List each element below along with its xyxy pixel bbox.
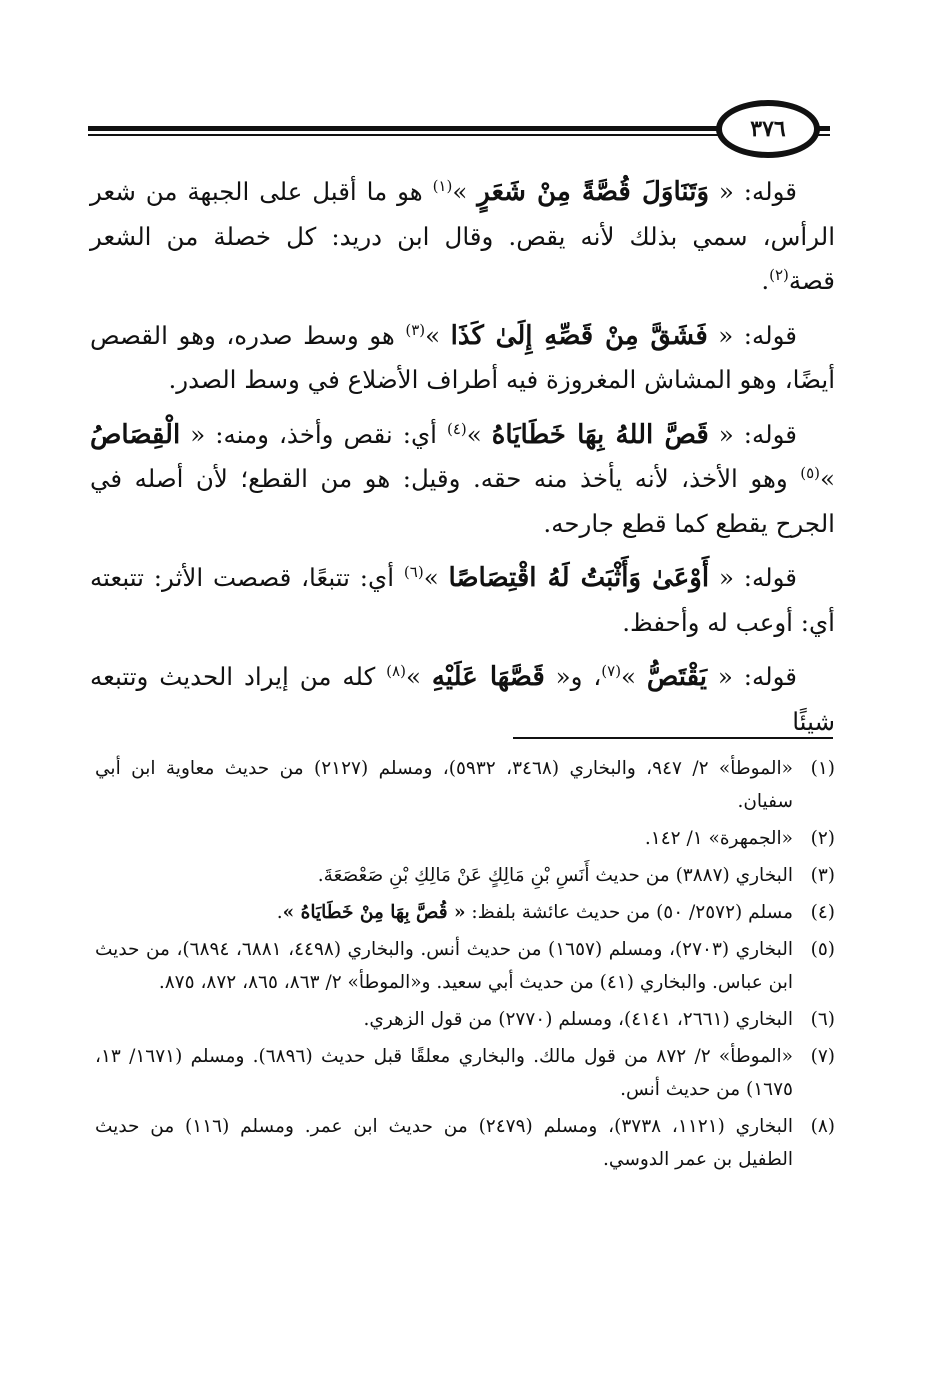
paragraph-2 xyxy=(90,314,835,403)
paragraph-tail: كله من إيراد الحديث وتتبعه شيئًا xyxy=(90,662,835,736)
paragraph-4 xyxy=(90,556,835,645)
footnote-2 xyxy=(95,822,835,855)
footnote-number: (٧) xyxy=(810,1046,835,1067)
footnote-number: (٤) xyxy=(810,902,835,923)
footnote-7 xyxy=(95,1040,835,1106)
paragraph-intro: قوله: « xyxy=(707,320,798,350)
paragraph-text: هو ما أقبل على الجبهة من شعر الرأس، سمي بذلك لأنه يقص. وقال ابن دريد: كل خصلة من الشعر قصة xyxy=(90,177,835,295)
footnote-number: (٣) xyxy=(810,865,835,886)
paragraph-1 xyxy=(90,170,835,304)
footnote-text: «الموطأ» ٢/ ٩٤٧، والبخاري (٣٤٦٨، ٥٩٣٢)، ومسلم (٢١٢٧) من حديث معاوية ابن أبي سفيان. xyxy=(95,758,793,812)
footnote-number: (٥) xyxy=(810,939,835,960)
footnote-text: «الجمهرة» ١/ ١٤٢. xyxy=(644,828,793,849)
hadith-quote: أَوْعَىٰ وَأَثْبَتُ لَهُ اقْتِصَاصًا xyxy=(448,563,710,593)
footnote-ref: (٥) xyxy=(800,463,820,482)
footnote-8 xyxy=(95,1110,835,1176)
quote-close: » xyxy=(820,464,835,493)
footnote-number: (٨) xyxy=(810,1116,835,1137)
footnote-3 xyxy=(95,859,835,892)
main-text xyxy=(90,170,835,754)
page-number-oval xyxy=(716,100,820,158)
hadith-quote: قَصَّ اللهُ بِهَا خَطَايَاهُ xyxy=(491,419,709,450)
footnote-text: البخاري (١١٢١، ٣٧٣٨)، ومسلم (٢٤٧٩) من حديث ابن عمر. ومسلم (١١٦) من حديث الطفيل بن عمر الدوسي. xyxy=(95,1116,794,1170)
page-number: ٣٧٦ xyxy=(750,116,786,142)
footnote-ref: (٨) xyxy=(386,661,406,680)
footnote-quote: « قُصَّ بِهَا مِنْ خَطَايَاهُ » xyxy=(282,902,466,923)
paragraph-text: هو وسط صدره، وهو القصص أيضًا، وهو المشاش المغروزة فيه أطراف الأضلاع في وسط الصدر. xyxy=(90,320,835,394)
hadith-quote: وَتَنَاوَلَ قُصَّةً مِنْ شَعَرٍ xyxy=(477,177,710,207)
footnote-number: (٦) xyxy=(810,1009,835,1030)
paragraph-intro: قوله: « xyxy=(709,177,798,206)
paragraph-3 xyxy=(90,413,835,547)
footnote-number: (٢) xyxy=(810,828,835,849)
hadith-quote: الْقِصَاصُ xyxy=(90,419,181,450)
quote-close: » xyxy=(425,320,451,350)
footnote-ref: (٦) xyxy=(403,562,424,581)
paragraph-intro: قوله: « xyxy=(708,419,797,449)
paragraph-5 xyxy=(90,655,835,744)
footnote-ref: (٢) xyxy=(769,265,789,284)
paragraph-text: أي: نقص وأخذ، ومنه: « xyxy=(180,419,447,449)
footnote-ref: (٧) xyxy=(601,661,622,680)
footnotes xyxy=(95,752,835,1180)
footnote-1 xyxy=(95,752,835,818)
paragraph-intro: قوله: « xyxy=(709,563,798,592)
paragraph-tail: . xyxy=(761,266,770,295)
footnote-body xyxy=(95,896,793,929)
page-header xyxy=(88,100,830,162)
quote-close: » xyxy=(466,419,492,449)
quote-close: » xyxy=(452,177,478,206)
footnote-text: «الموطأ» ٢/ ٨٧٢ من قول مالك. والبخاري معلقًا قبل حديث (٦٨٩٦). ومسلم (١٦٧١/ ١٣، ١٦٧٥) من حديث أنس. xyxy=(95,1046,793,1100)
hadith-quote: فَشَقَّ مِنْ قَصِّهِ إِلَىٰ كَذَا xyxy=(450,320,708,351)
footnote-6 xyxy=(95,1003,835,1036)
footnote-ref: (٣) xyxy=(405,320,426,339)
quote-close: » xyxy=(423,563,449,592)
hadith-quote: يَقْتَصُّ xyxy=(646,662,708,692)
paragraph-intro: قوله: « xyxy=(707,662,797,691)
footnote-separator xyxy=(513,737,833,739)
footnote-tail: . xyxy=(276,902,283,923)
footnote-ref: (١) xyxy=(432,176,453,195)
paragraph-text: ، و« xyxy=(544,662,602,691)
footnote-number: (١) xyxy=(810,758,835,779)
quote-close: » xyxy=(621,662,647,691)
footnote-5 xyxy=(95,933,835,999)
footnote-text: البخاري (٢٧٠٣)، ومسلم (١٦٥٧) من حديث أنس. والبخاري (٤٤٩٨، ٦٨٨١، ٦٨٩٤)، من حديث ابن عباس. والبخاري (٤١) من حديث أبي سعيد. و«الموطأ» ٢/ ٨٦٣، ٨٦٥، ٨٧٢، ٨٧٥. xyxy=(95,939,793,993)
quote-close: » xyxy=(405,662,432,691)
footnote-text: مسلم (٢٥٧٢/ ٥٠) من حديث عائشة بلفظ: xyxy=(465,902,793,923)
footnote-text: البخاري (٢٦٦١، ٤١٤١)، ومسلم (٢٧٧٠) من قول الزهري. xyxy=(363,1009,793,1030)
paragraph-text: أي: تتبعًا، قصصت الأثر: تتبعته أي: أوعب له وأحفظ. xyxy=(90,563,835,637)
hadith-quote: قَصَّهَا عَلَيْهِ xyxy=(431,662,545,692)
footnote-4 xyxy=(95,896,835,929)
footnote-ref: (٤) xyxy=(446,419,467,438)
paragraph-tail: وهو الأخذ، لأنه يأخذ منه حقه. وقيل: هو من القطع؛ لأن أصله في الجرح يقطع كما قطع جارحه. xyxy=(90,464,835,538)
footnote-text: البخاري (٣٨٨٧) من حديث أَنَسِ بْنِ مَالِكٍ عَنْ مَالِكِ بْنِ صَعْصَعَةَ. xyxy=(317,865,793,886)
